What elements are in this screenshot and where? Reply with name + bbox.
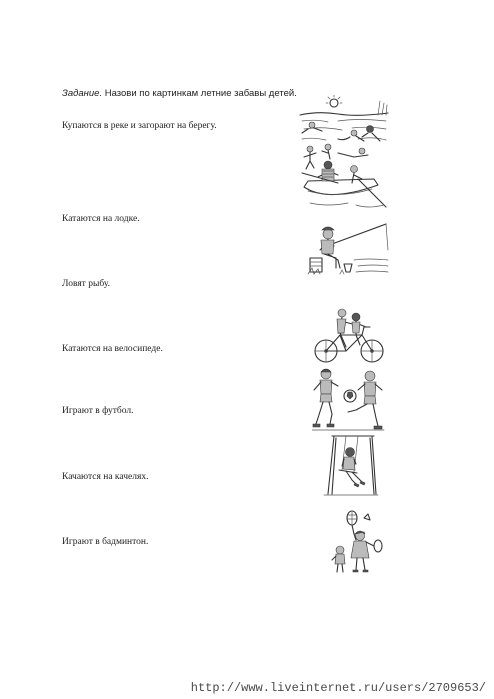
bicycle-drawing bbox=[312, 307, 384, 365]
sentence-bathing: Купаются в реке и загорают на берегу. bbox=[62, 121, 217, 131]
task-lead: Задание. bbox=[62, 88, 103, 99]
fishing-drawing bbox=[306, 220, 390, 278]
sentence-fishing: Ловят рыбу. bbox=[62, 279, 110, 289]
sentence-boat: Катаются на лодке. bbox=[62, 214, 140, 224]
source-url-footer: http://www.liveinternet.ru/users/2709653/ bbox=[190, 681, 486, 695]
task-text: Назови по картинкам летние забавы детей. bbox=[102, 88, 297, 99]
sentence-bicycle: Катаются на велосипеде. bbox=[62, 344, 163, 354]
football-drawing bbox=[312, 368, 386, 432]
badminton-drawing bbox=[330, 510, 388, 576]
sentence-swing: Качаются на качелях. bbox=[62, 472, 149, 482]
task-instruction bbox=[62, 88, 297, 99]
sentence-football: Играют в футбол. bbox=[62, 406, 134, 416]
swing-drawing bbox=[322, 432, 380, 496]
river-bathing-and-boat-drawing bbox=[298, 95, 390, 213]
sentence-badminton: Играют в бадминтон. bbox=[62, 537, 149, 547]
